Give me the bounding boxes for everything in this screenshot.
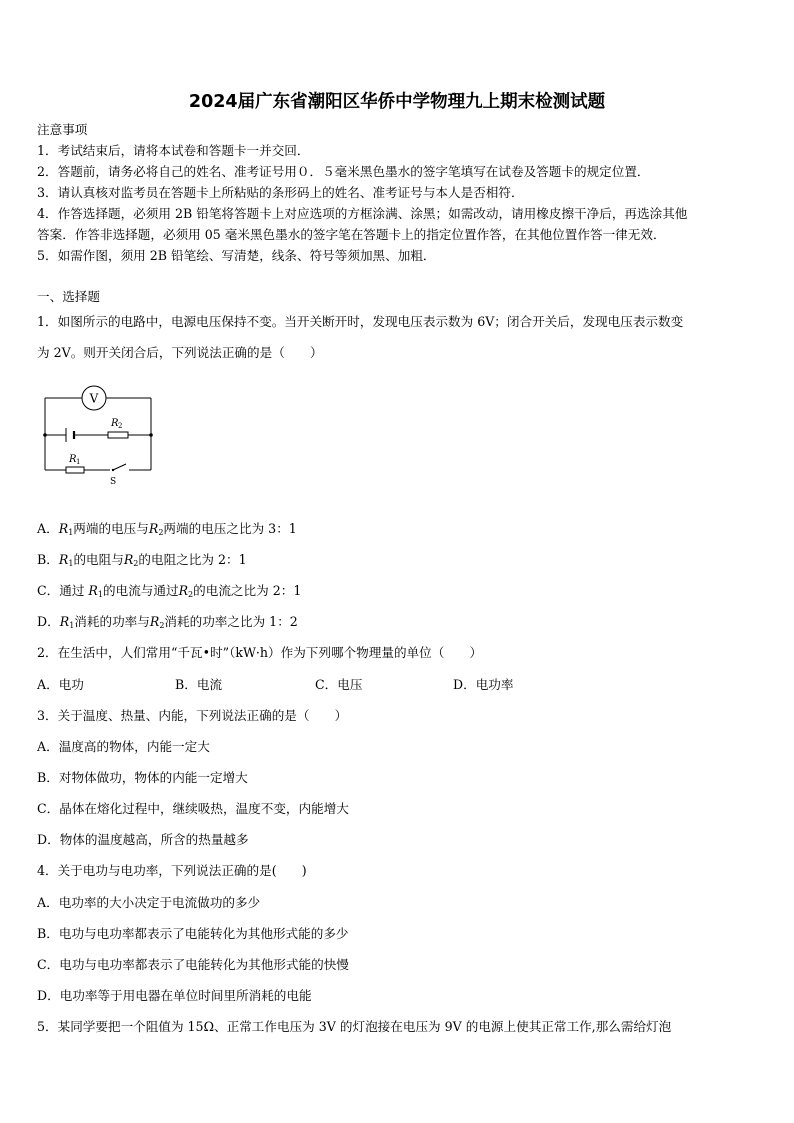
- notice-item: 1．考试结束后，请将本试卷和答题卡一并交回．: [37, 143, 310, 158]
- question-5-stem: 5．某同学要把一个阻值为 15Ω、正常工作电压为 3V 的灯泡接在电压为 9V 的电源上使其正常工作,那么需给灯泡: [37, 1019, 672, 1034]
- resistor-r1-label: R: [69, 454, 77, 465]
- voltmeter-label: V: [89, 391, 99, 406]
- notice-item: 4．作答选择题，必须用 2B 铅笔将答题卡上对应选项的方框涂满、涂黑；如需改动，请用橡皮擦干净后，再选涂其他: [37, 206, 688, 221]
- question-4-stem: 4．关于电功与电功率，下列说法正确的是( ): [37, 863, 307, 878]
- notice-item: 5．如需作图，须用 2B 铅笔绘、写清楚，线条、符号等须加黑、加粗．: [37, 248, 436, 263]
- option-4c: C．电功与电功率都表示了电能转化为其他形式能的快慢: [37, 957, 349, 972]
- option-1d: D．$R_1$消耗的功率与$R_2$消耗的功率之比为 1：2: [37, 614, 298, 630]
- resistor-r2-sub: 2: [118, 422, 123, 430]
- option-1c: C．通过 $R_1$的电流与通过$R_2$的电流之比为 2：1: [37, 583, 302, 599]
- switch-label: S: [110, 477, 117, 487]
- option-2b: B．电流: [175, 677, 223, 692]
- switch-icon: [112, 469, 114, 471]
- option-3d: D．物体的温度越高，所含的热量越多: [37, 832, 249, 847]
- option-2d: D．电功率: [453, 677, 514, 692]
- option-4d: D．电功率等于用电器在单位时间里所消耗的电能: [37, 988, 312, 1003]
- notice-item: 答案．作答非选择题，必须用 05 毫米黑色墨水的签字笔在答题卡上的指定位置作答，在其他位置作答一律无效．: [37, 227, 666, 242]
- circuit-diagram: [36, 378, 166, 488]
- option-4a: A．电功率的大小决定于电流做功的多少: [37, 895, 261, 910]
- resistor-r1-sub: 1: [76, 458, 81, 466]
- option-2a: A．电功: [37, 677, 84, 692]
- option-1a: A．$R_1$两端的电压与$R_2$两端的电压之比为 3：1: [37, 521, 297, 537]
- question-3-stem: 3．关于温度、热量、内能，下列说法正确的是（ ）: [37, 708, 348, 723]
- notice-heading: 注意事项: [37, 122, 88, 137]
- question-2-stem: 2．在生活中，人们常用“千瓦•时”（kW·h）作为下列哪个物理量的单位（ ）: [37, 645, 483, 660]
- notice-item: 3．请认真核对监考员在答题卡上所粘贴的条形码上的姓名、准考证号与本人是否相符．: [37, 185, 524, 200]
- question-1-stem: 1．如图所示的电路中，电源电压保持不变。当开关断开时，发现电压表示数为 6V；闭合开关后，发现电压表示数变: [37, 314, 684, 329]
- option-3a: A．温度高的物体，内能一定大: [37, 739, 210, 754]
- resistor-r2: [108, 432, 128, 438]
- notice-item: 2．答题前，请务必将自己的姓名、准考证号用０．５毫米黑色墨水的签字笔填写在试卷及答题卡的规定位置．: [37, 164, 650, 179]
- resistor-r1: [66, 467, 84, 473]
- option-1b: B．$R_1$的电阻与$R_2$的电阻之比为 2：1: [37, 552, 247, 568]
- option-2c: C．电压: [315, 677, 363, 692]
- page-title: 2024届广东省潮阳区华侨中学物理九上期末检测试题: [188, 92, 606, 112]
- question-1-stem-cont: 为 2V。则开关闭合后，下列说法正确的是（ ）: [37, 345, 323, 360]
- question-2-options: [37, 677, 513, 693]
- option-3c: C．晶体在熔化过程中，继续吸热，温度不变，内能增大: [37, 801, 349, 816]
- section-heading: 一、选择题: [37, 289, 100, 304]
- resistor-r2-label: R: [111, 418, 119, 429]
- option-4b: B．电功与电功率都表示了电能转化为其他形式能的多少: [37, 926, 349, 941]
- option-3b: B．对物体做功，物体的内能一定增大: [37, 770, 248, 785]
